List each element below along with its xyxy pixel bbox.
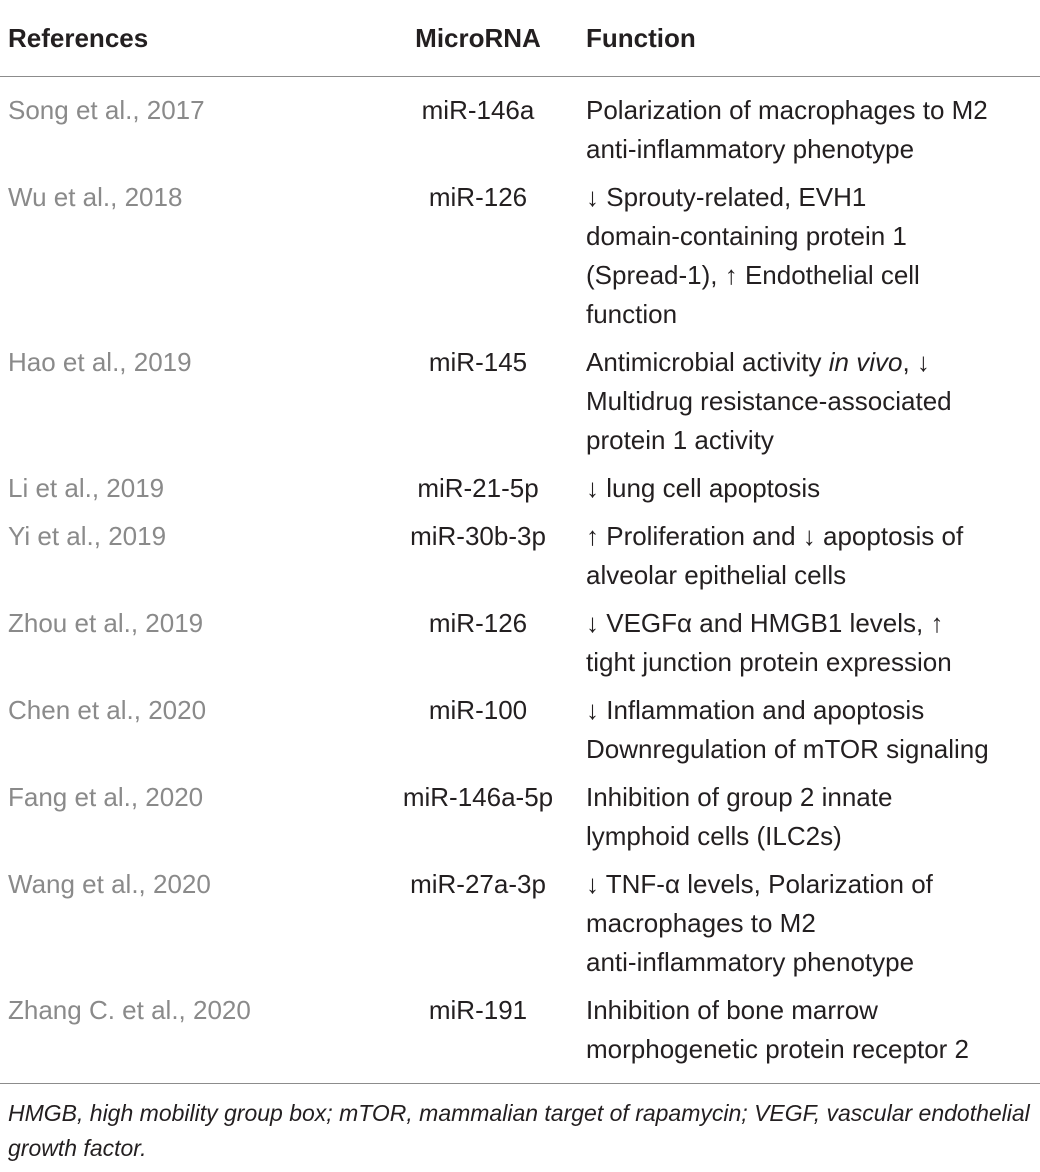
cell-reference: Hao et al., 2019 xyxy=(8,347,192,377)
cell-reference: Li et al., 2019 xyxy=(8,473,165,503)
cell-reference: Zhang C. et al., 2020 xyxy=(8,995,251,1025)
cell-function: ↓ VEGFα and HMGB1 levels, ↑ tight junction protein expression xyxy=(586,608,952,677)
table-row xyxy=(0,469,1040,517)
cell-function: Inhibition of bone marrow morphogenetic protein receptor 2 xyxy=(586,995,970,1064)
header-row xyxy=(0,0,1040,77)
cell-microrna: miR-146a-5p xyxy=(402,782,554,812)
cell-reference: Fang et al., 2020 xyxy=(8,782,204,812)
cell-microrna: miR-21-5p xyxy=(417,473,539,503)
cell-function: ↓ Sprouty-related, EVH1 domain-containing protein 1 (Spread-1), ↑ Endothelial cell function xyxy=(586,182,920,329)
cell-microrna: miR-30b-3p xyxy=(410,521,546,551)
table-row xyxy=(0,691,1040,778)
cell-microrna: miR-191 xyxy=(428,995,528,1025)
cell-reference: Yi et al., 2019 xyxy=(8,521,167,551)
table-row xyxy=(0,77,1040,179)
header-references: References xyxy=(0,0,340,77)
table-row xyxy=(0,778,1040,865)
cell-microrna: miR-145 xyxy=(428,347,528,377)
table-row xyxy=(0,865,1040,991)
header-microrna: MicroRNA xyxy=(340,0,578,77)
cell-reference: Zhou et al., 2019 xyxy=(8,608,204,638)
table-row xyxy=(0,517,1040,604)
table-row xyxy=(0,343,1040,469)
cell-function: Polarization of macrophages to M2 anti-inflammatory phenotype xyxy=(586,95,988,164)
cell-microrna: miR-126 xyxy=(428,182,528,212)
cell-microrna: miR-100 xyxy=(428,695,528,725)
cell-function: ↓ Inflammation and apoptosis Downregulation of mTOR signaling xyxy=(586,695,989,764)
table-row xyxy=(0,178,1040,343)
table-header xyxy=(0,0,1040,77)
table-footnote: HMGB, high mobility group box; mTOR, mammalian target of rapamycin; VEGF, vascular endothelial growth factor. xyxy=(0,1083,1040,1166)
cell-reference: Wu et al., 2018 xyxy=(8,182,183,212)
table-body xyxy=(0,77,1040,1084)
cell-function: ↑ Proliferation and ↓ apoptosis of alveolar epithelial cells xyxy=(586,521,964,590)
table-row xyxy=(0,604,1040,691)
table-row xyxy=(0,991,1040,1083)
cell-microrna: miR-27a-3p xyxy=(410,869,546,899)
cell-microrna: miR-146a xyxy=(421,95,535,125)
cell-function: ↓ TNF-α levels, Polarization of macrophages to M2 anti-inflammatory phenotype xyxy=(586,869,933,977)
cell-reference: Wang et al., 2020 xyxy=(8,869,211,899)
cell-reference: Chen et al., 2020 xyxy=(8,695,207,725)
cell-microrna: miR-126 xyxy=(428,608,528,638)
cell-function: Antimicrobial activity in vivo, ↓ Multidrug resistance-associated protein 1 activity xyxy=(586,347,952,455)
cell-reference: Song et al., 2017 xyxy=(8,95,205,125)
cell-function: ↓ lung cell apoptosis xyxy=(586,473,821,503)
cell-function: Inhibition of group 2 innate lymphoid cells (ILC2s) xyxy=(586,782,893,851)
header-function: Function xyxy=(578,0,1040,77)
